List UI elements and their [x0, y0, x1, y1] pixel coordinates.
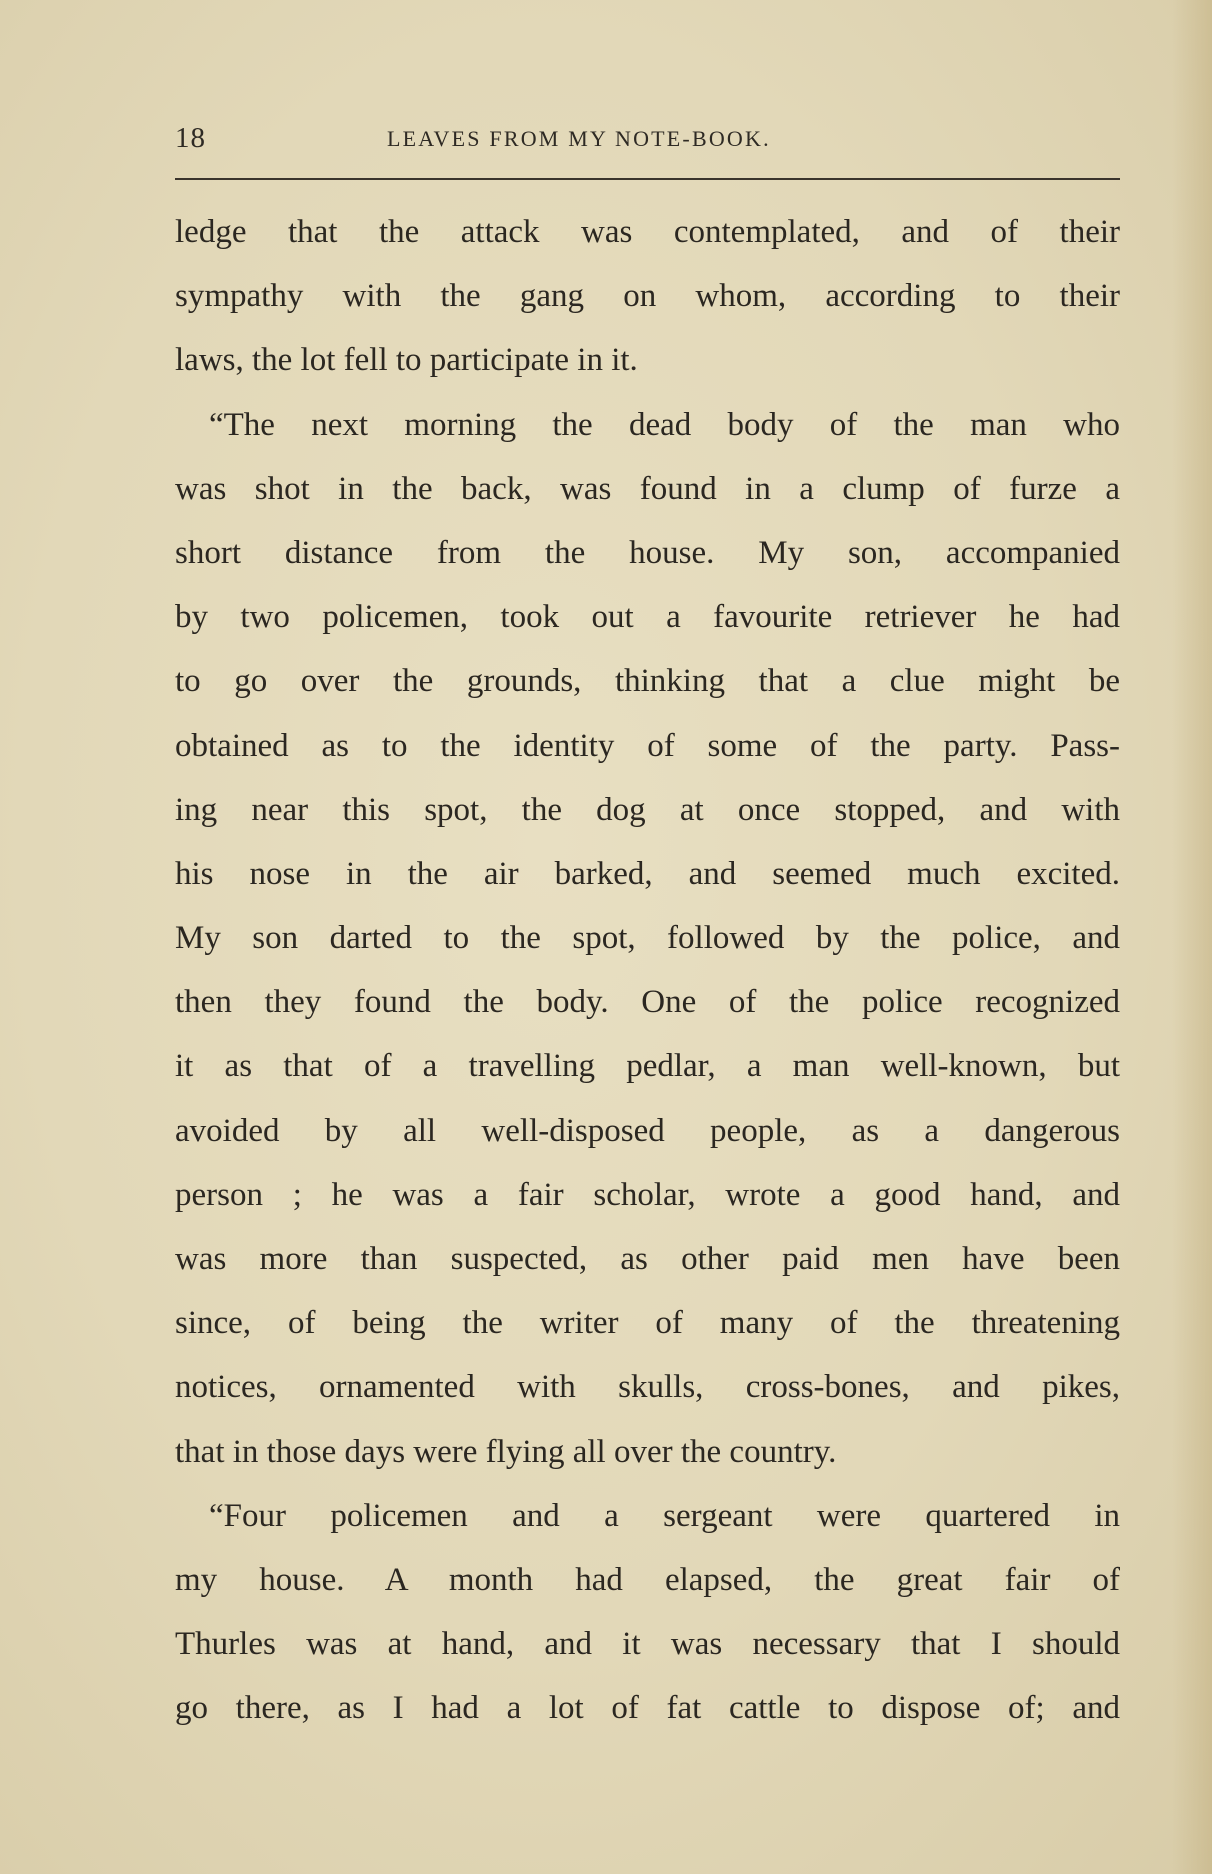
text-line: was more than suspected, as other paid men have been [175, 1241, 1120, 1277]
page-edge-shadow [1172, 0, 1212, 1874]
text-line: since, of being the writer of many of the threatening [175, 1305, 1120, 1342]
text-line: go there, as I had a lot of fat cattle to dispose of; and [175, 1690, 1120, 1727]
text-line: my house. A month had elapsed, the great fair of [175, 1561, 1120, 1598]
page-header [175, 118, 1120, 158]
text-line: avoided by all well-disposed people, as a dangerous [175, 1112, 1120, 1149]
text-line: ledge that the attack was contemplated, and of their [175, 214, 1120, 250]
text-line: it as that of a travelling pedlar, a man well-known, but [175, 1048, 1120, 1085]
text-line: “Four policemen and a sergeant were quartered in [209, 1497, 1120, 1534]
text-line: laws, the lot fell to participate in it. [175, 342, 638, 379]
running-head: LEAVES FROM MY NOTE-BOOK. [387, 126, 771, 151]
text-line: then they found the body. One of the police recognized [175, 984, 1120, 1021]
text-line: My son darted to the spot, followed by the police, and [175, 920, 1120, 957]
text-line: to go over the grounds, thinking that a clue might be [175, 663, 1120, 700]
text-line: obtained as to the identity of some of the party. Pass- [175, 727, 1120, 764]
text-line: short distance from the house. My son, accompanied [175, 534, 1120, 571]
page-number: 18 [175, 122, 206, 154]
text-line: notices, ornamented with skulls, cross-bones, and pikes, [175, 1369, 1120, 1406]
text-line: was shot in the back, was found in a clump of furze a [175, 470, 1120, 507]
text-line: person ; he was a fair scholar, wrote a good hand, and [175, 1176, 1120, 1213]
header-rule [175, 178, 1120, 180]
text-line: his nose in the air barked, and seemed much excited. [175, 855, 1120, 892]
text-line: by two policemen, took out a favourite retriever he had [175, 599, 1120, 636]
text-line: ing near this spot, the dog at once stopped, and with [175, 791, 1120, 828]
text-line: “The next morning the dead body of the man who [209, 406, 1120, 443]
text-line: that in those days were flying all over the country. [175, 1433, 837, 1470]
text-line: Thurles was at hand, and it was necessary that I should [175, 1626, 1120, 1663]
body-text [175, 200, 1120, 1741]
text-line: sympathy with the gang on whom, according to their [175, 278, 1120, 315]
